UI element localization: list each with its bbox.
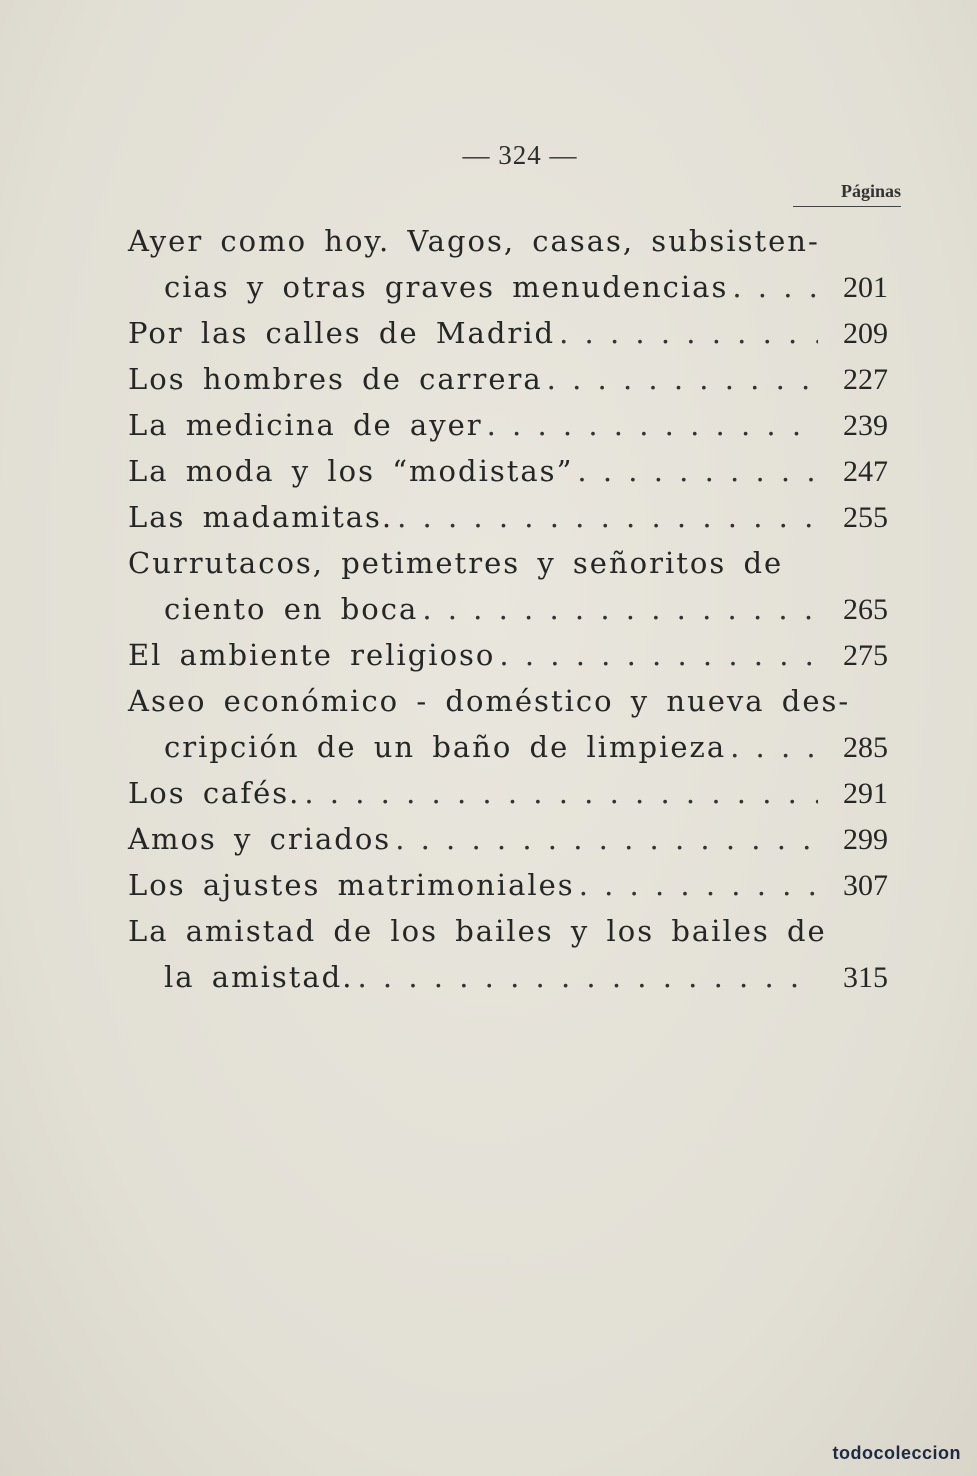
dot-leader bbox=[579, 862, 818, 908]
toc-entry-title: Currutacos, petimetres y señoritos de bbox=[128, 546, 784, 580]
dot-leader bbox=[422, 586, 818, 632]
toc-entry-page: 265 bbox=[843, 593, 888, 626]
toc-entry-title: Los cafés. bbox=[128, 776, 301, 810]
toc-entry-page: 201 bbox=[843, 271, 888, 304]
toc-entry-page: 315 bbox=[843, 961, 888, 994]
toc-entry-page: 291 bbox=[843, 777, 888, 810]
toc-entry-line bbox=[128, 264, 888, 310]
dot-leader bbox=[730, 724, 818, 770]
dot-leader bbox=[732, 264, 818, 310]
toc-entry-page: 209 bbox=[843, 317, 888, 350]
toc-entry-page: 247 bbox=[843, 455, 888, 488]
dot-leader bbox=[487, 402, 818, 448]
toc-entry-title: La medicina de ayer bbox=[128, 408, 483, 442]
dot-leader bbox=[499, 632, 818, 678]
toc-entry-title: Ayer como hoy. Vagos, casas, subsisten- bbox=[128, 224, 820, 258]
toc-entry-line bbox=[128, 862, 888, 908]
toc-entry-title: Las madamitas. bbox=[128, 500, 394, 534]
toc-entry-title: Amos y criados bbox=[128, 822, 392, 856]
toc-entry-line bbox=[128, 218, 888, 264]
table-of-contents bbox=[128, 218, 888, 1000]
pages-column-header: Páginas bbox=[793, 181, 901, 207]
toc-entry-line bbox=[128, 816, 888, 862]
dot-leader bbox=[577, 448, 818, 494]
toc-entry-line bbox=[128, 494, 888, 540]
toc-entry-line bbox=[128, 356, 888, 402]
dot-leader bbox=[547, 356, 818, 402]
toc-entry-line bbox=[128, 770, 888, 816]
toc-entry-line bbox=[128, 586, 888, 632]
toc-entry-title: Aseo económico - doméstico y nueva des- bbox=[128, 684, 851, 718]
toc-entry-title-continued: la amistad. bbox=[164, 960, 354, 994]
toc-entry-title: Los ajustes matrimoniales bbox=[128, 868, 575, 902]
toc-entry-line bbox=[128, 724, 888, 770]
toc-entry-page: 299 bbox=[843, 823, 888, 856]
toc-entry-title-continued: cias y otras graves menudencias bbox=[164, 270, 729, 304]
dot-leader bbox=[559, 310, 818, 356]
toc-entry-line bbox=[128, 954, 888, 1000]
toc-entry-title-continued: ciento en boca bbox=[164, 592, 419, 626]
toc-entry-line bbox=[128, 908, 888, 954]
toc-entry-title: La amistad de los bailes y los bailes de bbox=[128, 914, 827, 948]
dot-leader bbox=[397, 494, 818, 540]
toc-entry-page: 239 bbox=[843, 409, 888, 442]
toc-entry-title: Los hombres de carrera bbox=[128, 362, 543, 396]
toc-entry-page: 227 bbox=[843, 363, 888, 396]
toc-entry-line bbox=[128, 678, 888, 724]
toc-entry-line bbox=[128, 540, 888, 586]
toc-entry-title: Por las calles de Madrid bbox=[128, 316, 556, 350]
toc-entry-page: 307 bbox=[843, 869, 888, 902]
page-number: — 324 — bbox=[462, 140, 578, 170]
dot-leader bbox=[357, 954, 818, 1000]
toc-entry-page: 285 bbox=[843, 731, 888, 764]
watermark-logo: todocoleccion bbox=[832, 1443, 961, 1463]
toc-entry-line bbox=[128, 310, 888, 356]
toc-entry-page: 275 bbox=[843, 639, 888, 672]
toc-entry-title: El ambiente religioso bbox=[128, 638, 496, 672]
toc-entry-title-continued: cripción de un baño de limpieza bbox=[164, 730, 727, 764]
toc-entry-page: 255 bbox=[843, 501, 888, 534]
toc-entry-line bbox=[128, 632, 888, 678]
dot-leader bbox=[395, 816, 818, 862]
toc-entry-line bbox=[128, 402, 888, 448]
dot-leader bbox=[304, 770, 818, 816]
toc-entry-title: La moda y los “modistas” bbox=[128, 454, 574, 488]
toc-entry-line bbox=[128, 448, 888, 494]
